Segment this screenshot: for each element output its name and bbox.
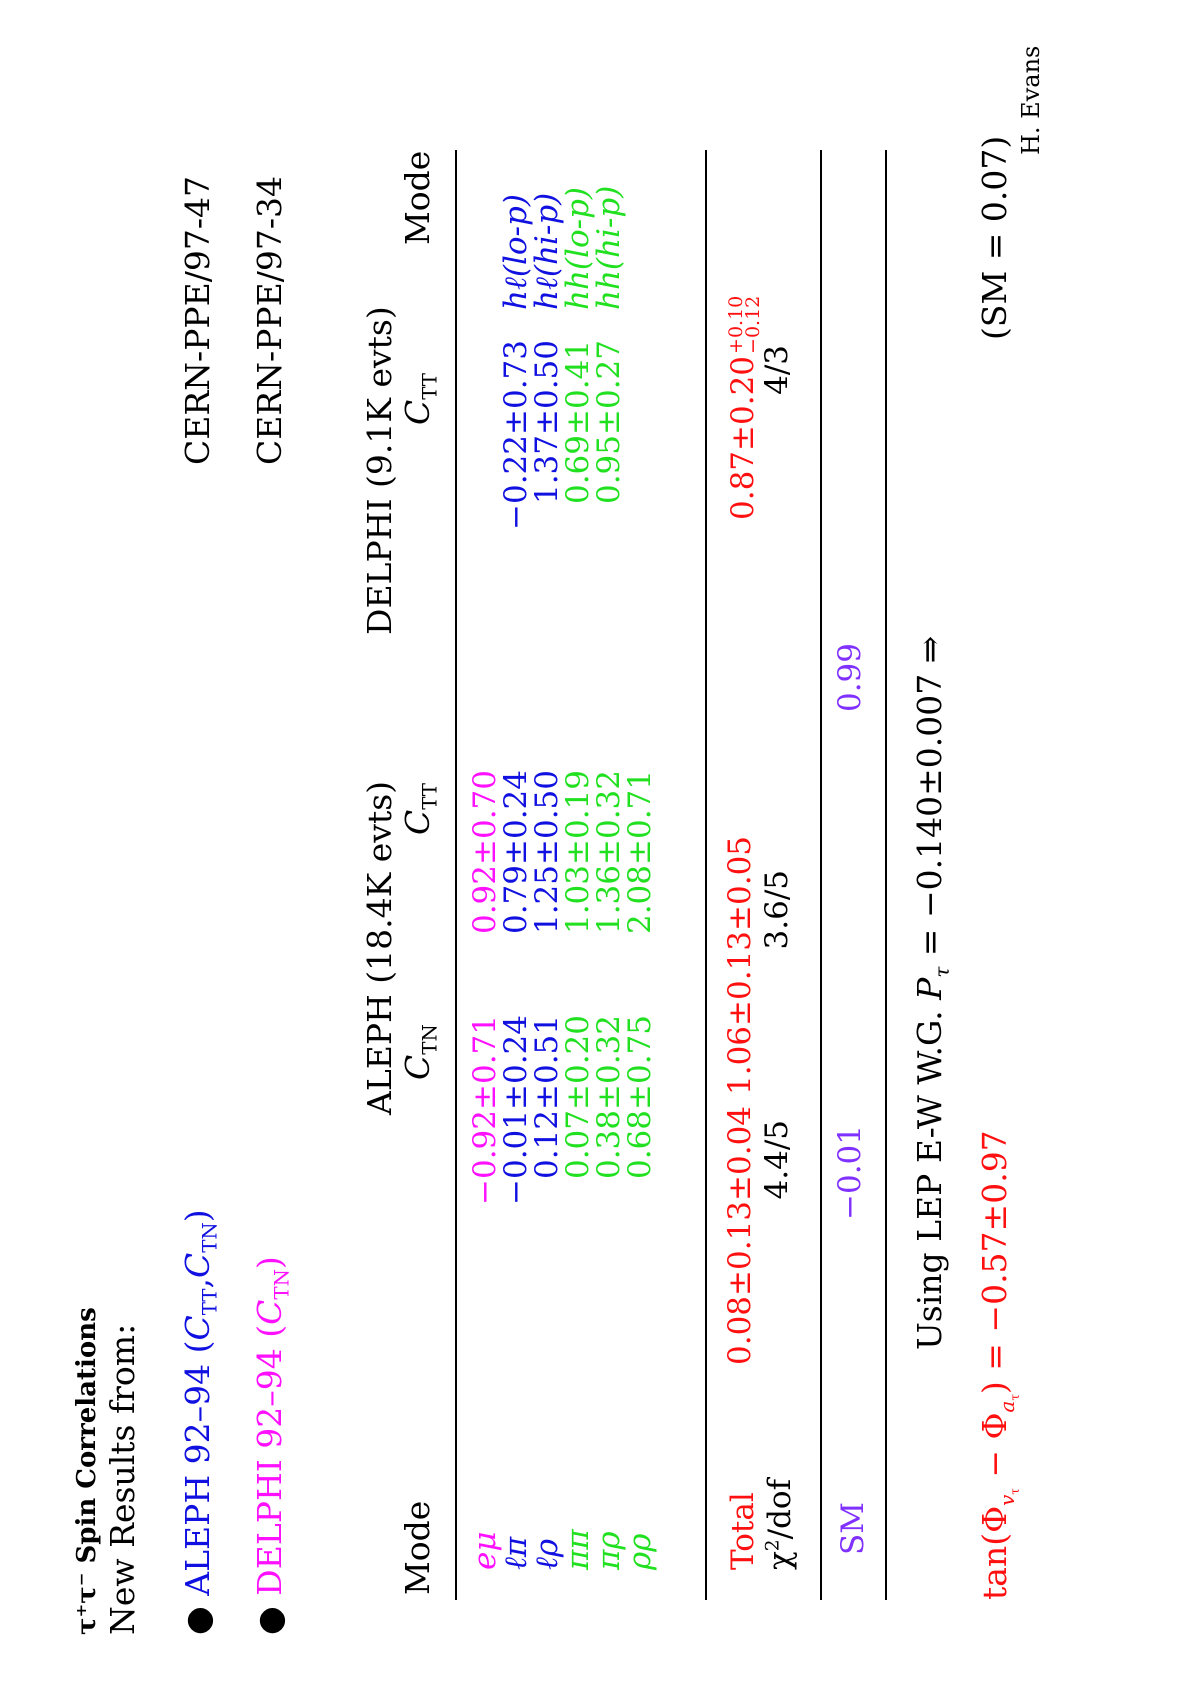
chi2-delphi: 4/3 — [759, 345, 795, 395]
source-delphi — [250, 1256, 294, 1635]
delphi-row-ctt: 0.95±0.27 — [591, 340, 627, 505]
delphi-row-ctt: −0.22±0.73 — [498, 340, 534, 530]
aleph-row-mode: ππ — [560, 1529, 596, 1570]
col-header-ctt: $C_{TT}$ — [398, 782, 442, 835]
total-ctn: 0.08±0.13±0.04 — [722, 1105, 758, 1365]
aleph-row-ctt: 1.36±0.32 — [591, 770, 627, 935]
table-rule-top — [455, 150, 457, 1600]
aleph-row-mode: πρ — [591, 1531, 627, 1570]
col-header-mode-delphi: Mode — [398, 150, 437, 245]
delphi-row-mode: hh(hi-p) — [591, 185, 627, 310]
col-header-ctn: $C_{TN}$ — [398, 1024, 442, 1080]
sm-ctn: −0.01 — [832, 1125, 868, 1220]
aleph-row-mode: ℓπ — [498, 1536, 534, 1570]
total-delphi-value: 0.87±0.20 — [725, 355, 761, 520]
slide-title — [72, 1307, 102, 1635]
source-aleph-ref: CERN-PPE/97-47 — [178, 176, 217, 465]
bullet-icon: ● — [250, 1606, 289, 1635]
aleph-row-ctn: −0.92±0.71 — [467, 1015, 503, 1205]
aleph-header: ALEPH (18.4K evts) — [360, 780, 399, 1115]
delphi-row-mode: hℓ(lo-p) — [498, 194, 534, 310]
source-delphi-ref: CERN-PPE/97-34 — [250, 176, 289, 465]
slide-subtitle: New Results from: — [103, 1323, 142, 1635]
source-delphi-label: DELPHI 92–94 — [250, 1348, 289, 1596]
tan-line: $\tan(\Phi_{v_\tau} - \Phi_{a_\tau}) = -0.57\pm 0.97$ — [975, 1130, 1022, 1600]
aleph-row-ctt: 0.92±0.70 — [467, 770, 503, 935]
chi2-ctt: 3.6/5 — [759, 870, 795, 950]
aleph-row-ctn: 0.12±0.51 — [529, 1015, 565, 1180]
total-delphi — [725, 296, 762, 520]
table-rule-bottom — [885, 150, 887, 1600]
delphi-row-ctt: 1.37±0.50 — [529, 340, 565, 505]
delphi-row-mode: hh(lo-p) — [560, 186, 596, 310]
aleph-row-ctn: 0.38±0.32 — [591, 1015, 627, 1180]
source-aleph — [178, 1209, 222, 1635]
author: H. Evans — [1017, 45, 1045, 155]
aleph-row-mode: ρρ — [622, 1533, 658, 1570]
source-aleph-params: $(C_{TT},C_{TN})$ — [178, 1209, 222, 1354]
aleph-row-ctt: 1.03±0.19 — [560, 770, 596, 935]
aleph-row-ctt: 2.08±0.71 — [622, 770, 658, 935]
chi2-label: $\chi^2$/dof — [762, 1478, 798, 1570]
total-ctt: 1.06±0.13±0.05 — [722, 835, 758, 1095]
slide-title-text: τ⁺τ⁻ Spin Correlations — [72, 1307, 102, 1635]
delphi-row-mode: hℓ(hi-p) — [529, 192, 565, 310]
aleph-row-ctn: −0.01±0.24 — [498, 1015, 534, 1205]
col-header-ctt-delphi: $C_{TT}$ — [398, 372, 442, 425]
table-rule-sm — [820, 150, 822, 1600]
sm-ctt: 0.99 — [832, 643, 868, 713]
col-header-mode: Mode — [398, 1500, 437, 1595]
total-delphi-sup: +0.10 — [724, 295, 747, 354]
aleph-row-ctt: 1.25±0.50 — [529, 770, 565, 935]
total-delphi-sub: −0.12 — [741, 295, 764, 354]
total-label: Total — [725, 1492, 761, 1570]
sm-value: (SM = 0.07) — [975, 135, 1014, 340]
source-delphi-params: $(C_{TN})$ — [250, 1256, 294, 1338]
source-aleph-label: ALEPH 92–94 — [178, 1363, 217, 1596]
delphi-header: DELPHI (9.1K evts) — [360, 306, 399, 635]
delphi-row-ctt: 0.69±0.41 — [560, 340, 596, 505]
lep-line: Using LEP E-W W.G. $P_\tau = -0.140\pm 0.007$ ⇒ — [910, 635, 954, 1350]
aleph-row-ctn: 0.68±0.75 — [622, 1015, 658, 1180]
aleph-row-mode: eμ — [467, 1531, 503, 1570]
aleph-row-ctn: 0.07±0.20 — [560, 1015, 596, 1180]
aleph-row-ctt: 0.79±0.24 — [498, 770, 534, 935]
bullet-icon: ● — [178, 1606, 217, 1635]
sm-label: SM — [835, 1502, 871, 1555]
aleph-row-mode: ℓρ — [529, 1538, 565, 1570]
chi2-ctn: 4.4/5 — [759, 1120, 795, 1200]
table-rule-mid — [705, 150, 707, 1600]
